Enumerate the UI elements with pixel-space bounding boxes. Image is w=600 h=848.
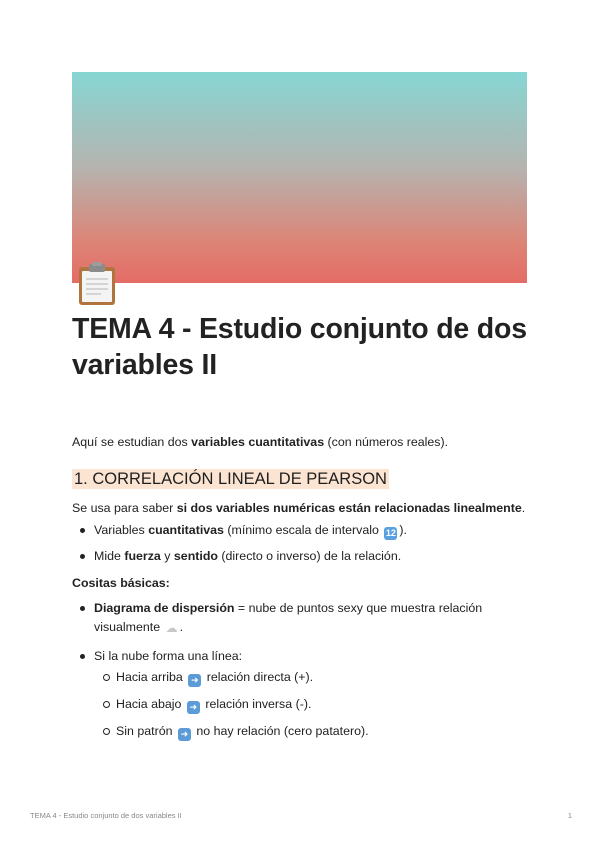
numbers-icon: 12	[385, 528, 396, 538]
right-arrow-icon: ➜	[178, 728, 191, 741]
section-subtitle: Se usa para saber si dos variables numéricas están relacionadas linealmente.	[72, 501, 526, 515]
basics-list	[72, 599, 527, 665]
footer-title: TEMA 4 - Estudio conjunto de dos variables II	[30, 811, 182, 820]
sub-list	[94, 668, 369, 749]
page-title: TEMA 4 - Estudio conjunto de dos variables II	[72, 313, 527, 381]
list-item: Sin patrón ➜ no hay relación (cero patatero).	[94, 722, 369, 741]
right-arrow-icon: ➜	[188, 674, 201, 687]
page-footer	[30, 811, 572, 823]
page-number: 1	[567, 811, 572, 820]
clipboard-icon	[76, 262, 118, 306]
list-item: Hacia arriba ➜ relación directa (+).	[94, 668, 369, 687]
section-heading: 1. CORRELACIÓN LINEAL DE PEARSON	[74, 470, 387, 488]
cover-image	[72, 72, 527, 283]
feature-list	[72, 521, 407, 572]
list-item: Hacia abajo ➜ relación inversa (-).	[94, 695, 369, 714]
list-item: Si la nube forma una línea:	[72, 647, 527, 665]
list-item: Variables cuantitativas (mínimo escala de intervalo 12 ).	[72, 521, 407, 540]
basics-label: Cositas básicas:	[72, 576, 170, 590]
right-arrow-icon: ➜	[187, 701, 200, 714]
list-item: Mide fuerza y sentido (directo o inverso) de la relación.	[72, 547, 407, 565]
list-item: Diagrama de dispersión = nube de puntos sexy que muestra relación visualmente ☁ .	[72, 599, 527, 637]
cloud-icon: ☁	[165, 621, 178, 635]
intro-paragraph: Aquí se estudian dos variables cuantitativas (con números reales).	[72, 435, 449, 449]
